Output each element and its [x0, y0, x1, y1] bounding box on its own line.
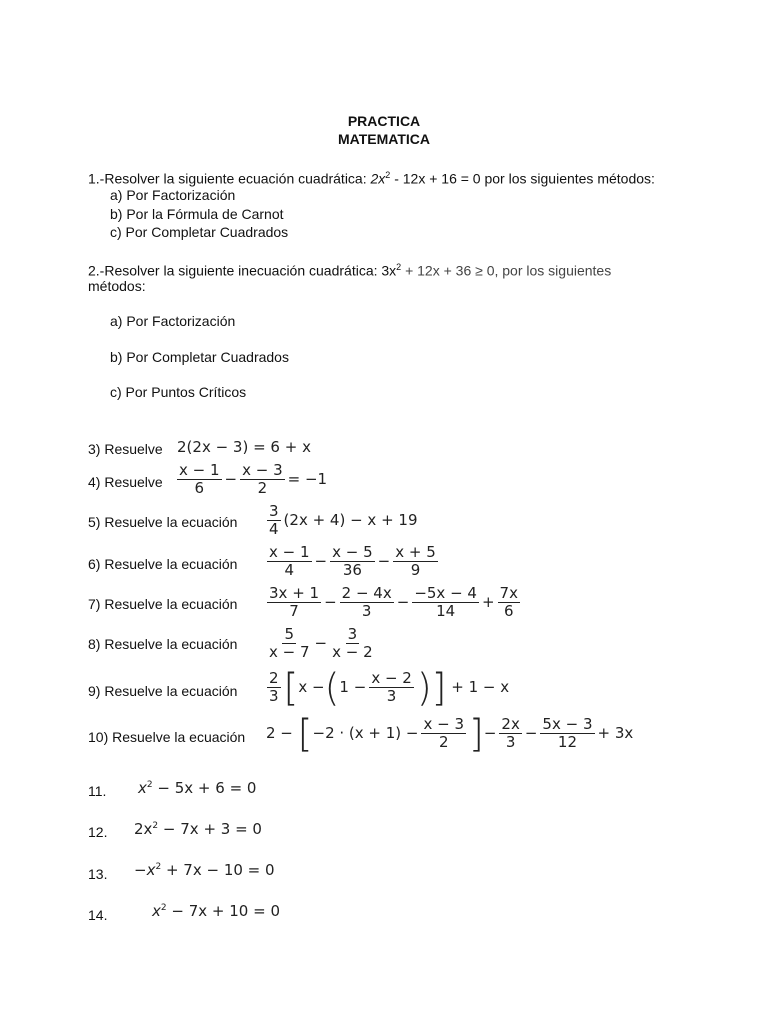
q1-equation: 2x	[370, 170, 386, 187]
q10-equation: 2 − [−2 · (x + 1) − $\frac{x - 3}{2}$ ]− $\frac{2x}{3}$ − $\frac{5x - 3}{12}$ + 3x	[266, 711, 634, 756]
q1-statement: 1.-Resolver la siguiente ecuación cuadrática: $2x^2 - 12x + 16 = 0$ por los siguientes métodos:	[88, 170, 655, 187]
q2-item-a: a) Por Factorización	[110, 313, 236, 329]
q5-equation: $\frac{3}{4}$ (2x + 4) − x + 19	[269, 502, 418, 538]
q3-label: 3) Resuelve	[88, 441, 163, 457]
q1-item-a: a) Por Factorización	[110, 187, 236, 203]
q9-equation: $\frac{2}{3}$ [x −(1 − $\frac{x - 2}{3}$ )] + 1 − x	[269, 665, 510, 710]
q11-number: 11.	[88, 783, 107, 799]
q8-equation: $\frac{5}{x - 7}$ − $\frac{3}{x - 2}$	[269, 625, 373, 661]
q4-label: 4) Resuelve	[88, 474, 163, 490]
q1-item-b: b) Por la Fórmula de Carnot	[110, 206, 284, 222]
q14-equation: $x^2 - 7x + 10 = 0$	[152, 902, 280, 920]
q2-statement: 2.-Resolver la siguiente inecuación cuadrática: $3x^2 + 12x + 36 \ge 0$, por los siguientes	[88, 262, 612, 279]
q10-label: 10) Resuelve la ecuación	[88, 729, 246, 745]
q7-equation: $\frac{3x + 1}{7}$ − $\frac{2 - 4x}{3}$ − $\frac{-5x - 4}{14}$ + $\frac{7x}{6}$	[269, 584, 518, 620]
q2-item-b: b) Por Completar Cuadrados	[110, 349, 289, 365]
q13-equation: $-x^2 + 7x - 10 = 0$	[134, 861, 275, 879]
q9-label: 9) Resuelve la ecuación	[88, 683, 238, 699]
q7-label: 7) Resuelve la ecuación	[88, 596, 238, 612]
q8-label: 8) Resuelve la ecuación	[88, 636, 238, 652]
q6-label: 6) Resuelve la ecuación	[88, 556, 238, 572]
q12-number: 12.	[88, 824, 108, 840]
q1-item-c: c) Por Completar Cuadrados	[110, 224, 289, 240]
q13-number: 13.	[88, 866, 108, 882]
page-title-line2: MATEMATICA	[337, 131, 431, 147]
q12-equation: $2x^2 - 7x + 3 = 0$	[134, 820, 262, 838]
q2-item-c: c) Por Puntos Críticos	[110, 384, 247, 400]
q5-label: 5) Resuelve la ecuación	[88, 514, 238, 530]
q11-equation: $x^2 - 5x + 6 = 0$	[138, 779, 257, 797]
q6-equation: $\frac{x - 1}{4}$ − $\frac{x - 5}{36}$ − $\frac{x + 5}{9}$	[269, 543, 436, 579]
q4-equation: $\frac{x - 1}{6}$ − $\frac{x - 3}{2}$ = −1	[179, 461, 328, 497]
q14-number: 14.	[88, 907, 108, 923]
q3-equation: 2(2x − 3) = 6 + x	[177, 438, 311, 456]
q2-statement-line2: métodos:	[88, 278, 146, 294]
page-title-line1: PRACTICA	[347, 113, 421, 129]
